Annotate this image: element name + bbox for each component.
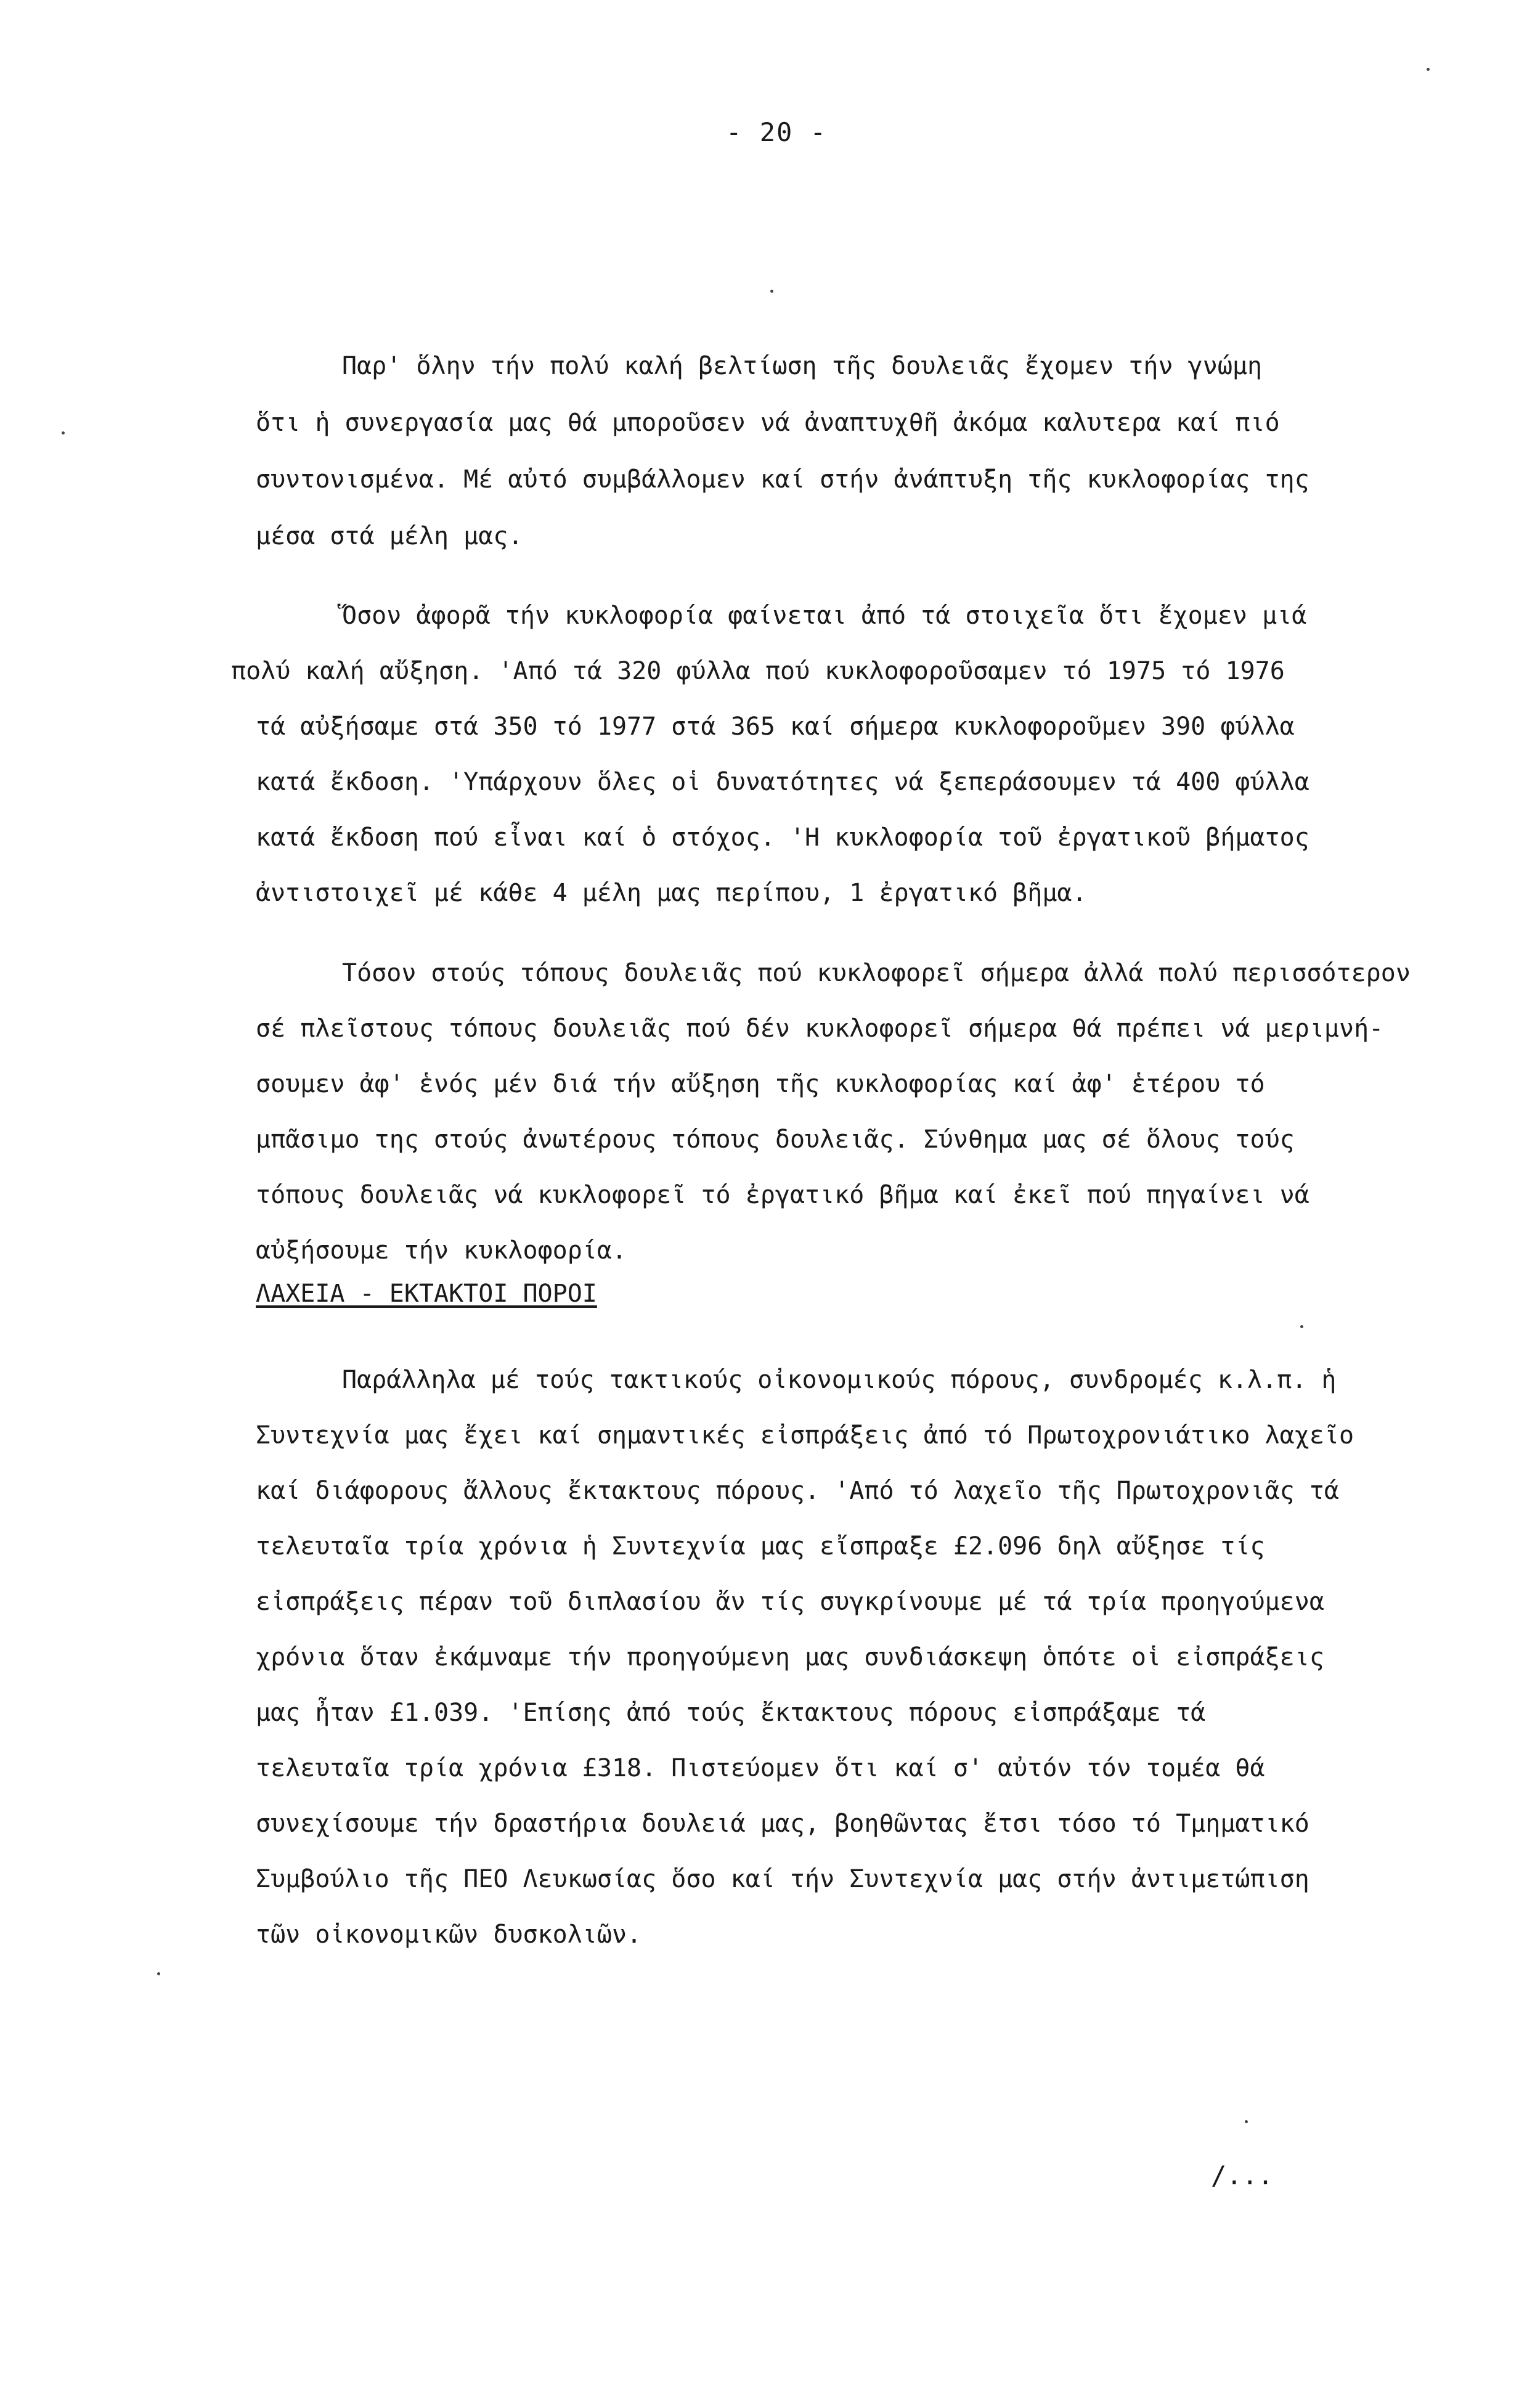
section-paragraph-line-6: χρόνια ὅταν ἐκάμναμε τήν προηγούμενη μας συνδιάσκεψη ὁπότε οἱ εἰσπράξεις	[256, 1643, 1324, 1671]
paragraph-2-line-2: πολύ καλή αὔξηση. 'Από τά 320 φύλλα πού κυκλοφοροῦσαμεν τό 1975 τό 1976	[231, 657, 1285, 685]
paragraph-3-line-3: σουμεν ἀφ' ἑνός μέν διά τήν αὔξηση τῆς κυκλοφορίας καί ἀφ' ἑτέρου τό	[256, 1070, 1265, 1098]
scan-speck	[62, 431, 65, 435]
section-paragraph-line-9: συνεχίσουμε τήν δραστήρια δουλειά μας, βοηθῶντας ἔτσι τόσο τό Τμηματικό	[256, 1810, 1309, 1838]
paragraph-1-line-1: Παρ' ὅλην τήν πολύ καλή βελτίωση τῆς δουλειᾶς ἔχομεν τήν γνώμη	[342, 352, 1263, 380]
paragraph-2-line-6: ἀντιστοιχεῖ μέ κάθε 4 μέλη μας περίπου, 1 ἐργατικό βῆμα.	[256, 879, 1087, 907]
section-paragraph-line-10: Συμβούλιο τῆς ΠΕΟ Λευκωσίας ὅσο καί τήν Συντεχνία μας στήν ἀντιμετώπιση	[256, 1865, 1309, 1893]
paragraph-1-line-4: μέσα στά μέλη μας.	[256, 522, 523, 550]
section-paragraph-line-5: εἰσπράξεις πέραν τοῦ διπλασίου ἄν τίς συγκρίνουμε μέ τά τρία προηγούμενα	[256, 1588, 1324, 1616]
paragraph-1-line-3: συντονισμένα. Μέ αὐτό συμβάλλομεν καί στήν ἀνάπτυξη τῆς κυκλοφορίας της	[256, 465, 1309, 494]
scan-speck	[1300, 1325, 1303, 1328]
page-number: - 20 -	[726, 117, 827, 147]
continuation-mark: /...	[1211, 2160, 1274, 2190]
paragraph-2-line-4: κατά ἔκδοση. 'Υπάρχουν ὅλες οἱ δυνατότητες νά ξεπεράσουμεν τά 400 φύλλα	[256, 768, 1309, 796]
section-paragraph-line-1: Παράλληλα μέ τούς τακτικούς οἰκονομικούς πόρους, συνδρομές κ.λ.π. ἡ	[342, 1366, 1337, 1394]
section-paragraph-line-7: μας ἦταν £1.039. 'Επίσης ἀπό τούς ἔκτακτους πόρους εἰσπράξαμε τά	[256, 1699, 1206, 1727]
paragraph-3-line-5: τόπους δουλειᾶς νά κυκλοφορεῖ τό ἐργατικό βῆμα καί ἐκεῖ πού πηγαίνει νά	[256, 1181, 1309, 1209]
scan-speck	[1427, 68, 1430, 71]
section-paragraph-line-2: Συντεχνία μας ἔχει καί σημαντικές εἰσπράξεις ἀπό τό Πρωτοχρονιάτικο λαχεῖο	[256, 1421, 1354, 1450]
section-paragraph-line-11: τῶν οἰκονομικῶν δυσκολιῶν.	[256, 1920, 642, 1949]
paragraph-2-line-3: τά αὐξήσαμε στά 350 τό 1977 στά 365 καί σήμερα κυκλοφοροῦμεν 390 φύλλα	[256, 712, 1295, 741]
paragraph-2-line-1: Ὅσον ἀφορᾶ τήν κυκλοφορία φαίνεται ἀπό τά στοιχεῖα ὅτι ἔχομεν μιά	[342, 602, 1307, 630]
scan-speck	[1245, 2120, 1248, 2123]
paragraph-3-line-4: μπᾶσιμο της στούς ἀνωτέρους τόπους δουλειᾶς. Σύνθημα μας σέ ὅλους τούς	[256, 1125, 1295, 1154]
paragraph-1-line-2: ὅτι ἡ συνεργασία μας θά μποροῦσεν νά ἀναπτυχθῆ ἀκόμα καλυτερα καί πιό	[256, 409, 1280, 437]
scan-speck	[770, 290, 773, 293]
section-paragraph-line-8: τελευταῖα τρία χρόνια £318. Πιστεύομεν ὅτι καί σ' αὐτόν τόν τομέα θά	[256, 1754, 1265, 1782]
scan-speck	[157, 1972, 160, 1975]
paragraph-3-line-6: αὐξήσουμε τήν κυκλοφορία.	[256, 1236, 627, 1265]
paragraph-2-line-5: κατά ἔκδοση πού εἶναι καί ὁ στόχος. 'Η κυκλοφορία τοῦ ἐργατικοῦ βήματος	[256, 823, 1309, 852]
section-heading: ΛΑΧΕΙΑ - ΕΚΤΑΚΤΟΙ ΠΟΡΟΙ	[256, 1280, 597, 1308]
section-paragraph-line-3: καί διάφορους ἄλλους ἔκτακτους πόρους. 'Από τό λαχεῖο τῆς Πρωτοχρονιᾶς τά	[256, 1477, 1339, 1505]
paragraph-3-line-2: σέ πλεῖστους τόπους δουλειᾶς πού δέν κυκλοφορεῖ σήμερα θά πρέπει νά μεριμνή-	[256, 1014, 1384, 1043]
section-paragraph-line-4: τελευταῖα τρία χρόνια ἡ Συντεχνία μας εἴσπραξε £2.096 δηλ αὔξησε τίς	[256, 1532, 1265, 1561]
paragraph-3-line-1: Τόσον στούς τόπους δουλειᾶς πού κυκλοφορεῖ σήμερα ἀλλά πολύ περισσότερον	[342, 959, 1411, 987]
